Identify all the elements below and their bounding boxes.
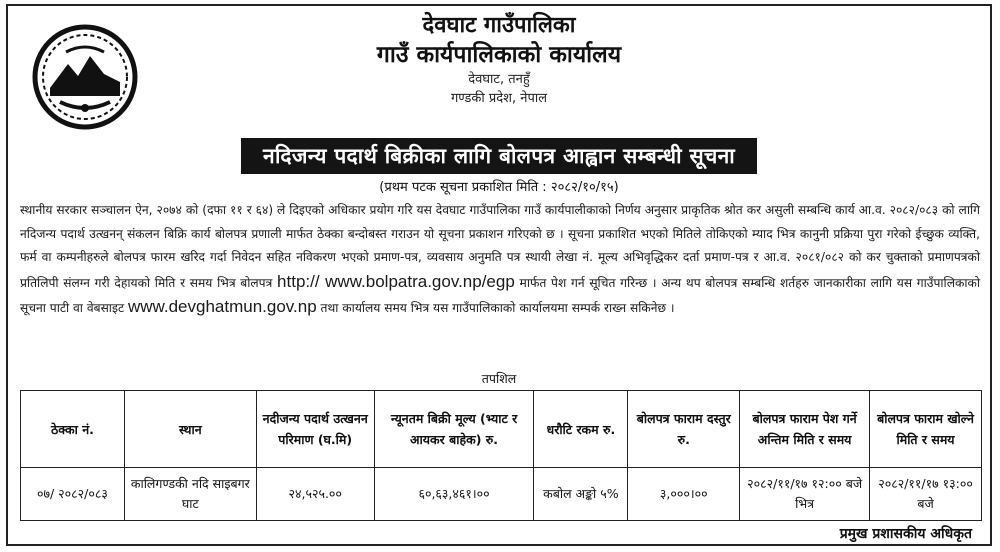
tender-details-table: [20, 390, 982, 521]
notice-page: [6, 4, 992, 546]
address-line-1: देवघाट, तनहुँ: [468, 72, 530, 87]
cell-form-fee: ३,०००।००: [628, 468, 740, 521]
header-contract-no: ठेक्का नं.: [21, 391, 125, 468]
header-quantity: नदीजन्य पदार्थ उत्खनन परिमाण (घ.मि): [256, 391, 374, 468]
publication-date: (प्रथम पटक सूचना प्रकाशित मिति : २०८२/१०/१५): [379, 180, 619, 195]
cell-deposit: कबोल अङ्को ५%: [534, 468, 628, 521]
body-text-part-2: मार्फत पेश गर्न सूचित गरिन्छ । अन्य थप बोलपत्र सम्बन्धि शर्तहरु जानकारीका लागि यस गाउँपालिकाको सूचना पाटी वा वेबसाइट: [20, 275, 981, 316]
cell-submit-deadline: २०८२/११/१७ १२:०० बजे भित्र: [740, 468, 870, 521]
address-line-2: गण्डकी प्रदेश, नेपाल: [450, 91, 548, 106]
header-min-price: न्यूनतम बिक्री मूल्य (भ्याट र आयकर बाहेक) रु.: [374, 391, 534, 468]
table-caption: तपशिल: [481, 371, 517, 386]
egp-link[interactable]: http:// www.bolpatra.gov.np/egp: [277, 271, 515, 291]
signatory-title: प्रमुख प्रशासकीय अधिकृत: [839, 526, 972, 542]
table-row: [21, 468, 982, 521]
cell-opening-time: २०८२/११/१७ १३:०० बजे: [870, 468, 982, 521]
header-submit-deadline: बोलपत्र फाराम पेश गर्ने अन्तिम मिति र समय: [740, 391, 870, 468]
notice-title: नदिजन्य पदार्थ बिक्रीका लागि बोलपत्र आह्वान सम्बन्धी सूचना: [241, 138, 757, 174]
office-name: गाउँ कार्यपालिकाको कार्यालय: [376, 42, 622, 68]
notice-body: [20, 199, 980, 321]
header-location: स्थान: [124, 391, 256, 468]
body-text-part-3: तथा कार्यालय समय भित्र यस गाउँपालिकाको कार्यालयमा सम्पर्क राख्न सकिनेछ ।: [320, 301, 675, 316]
cell-quantity: २४,५२५.००: [256, 468, 374, 521]
website-link[interactable]: www.devghatmun.gov.np: [127, 297, 317, 317]
cell-location: कालिगण्डकी नदि साइबगर घाट: [124, 468, 256, 521]
municipality-name: देवघाट गाउँपालिका: [422, 13, 576, 38]
cell-contract-no: ०७/ २०८२/०८३: [21, 468, 125, 521]
cell-min-price: ६०,६३,४६१।००: [374, 468, 534, 521]
table-header-row: [21, 391, 982, 468]
letterhead: [8, 12, 990, 108]
header-form-fee: बोलपत्र फाराम दस्तुर रु.: [628, 391, 740, 468]
header-opening-time: बोलपत्र फाराम खोल्ने मिति र समय: [870, 391, 982, 468]
body-text-part-1: स्थानीय सरकार सञ्चालन ऐन, २०७४ को (दफा ११ र ६४) ले दिइएको अधिकार प्रयोग गरि यस देवघाट गाउँपालिका गाउँ कार्यपालीकाको निर्णय अनुसार प्राकृतिक श्रोत कर असुली सम्बन्धि कार्य आ.व. २०८२/०८३ को लागि नदिजन्य पदार्थ उत्खनन् संकलन बिक्रि कार्य बोलपत्र प्रणाली मार्फत ठेक्का बन्दोबस्त गराउन यो सूचना प्रकाशन गरिएको छ । सूचना प्रकाशित भएको मितिले तोकिएको म्याद भित्र कानुनी प्रक्रिया पुरा गरेको ईच्छुक व्यक्ति, फर्म वा कम्पनीहरुले बोलपत्र फारम खरिद गर्दा निवेदन सहित नविकरण भएको प्रमाण-पत्र, व्यवसाय अनुमति पत्र स्थायी लेखा नं. मूल्य अभिवृद्धिकर दर्ता प्रमाण-पत्र र आ.व. २०८१/०८२ को कर चुक्ताको प्रमाणपत्रको प्रतिलिपी संलग्न गरी देहायको मिति र समय भित्र बोलपत्र: [20, 203, 980, 290]
header-deposit: धरौटि रकम रु.: [534, 391, 628, 468]
notice-title-banner: [8, 138, 990, 174]
